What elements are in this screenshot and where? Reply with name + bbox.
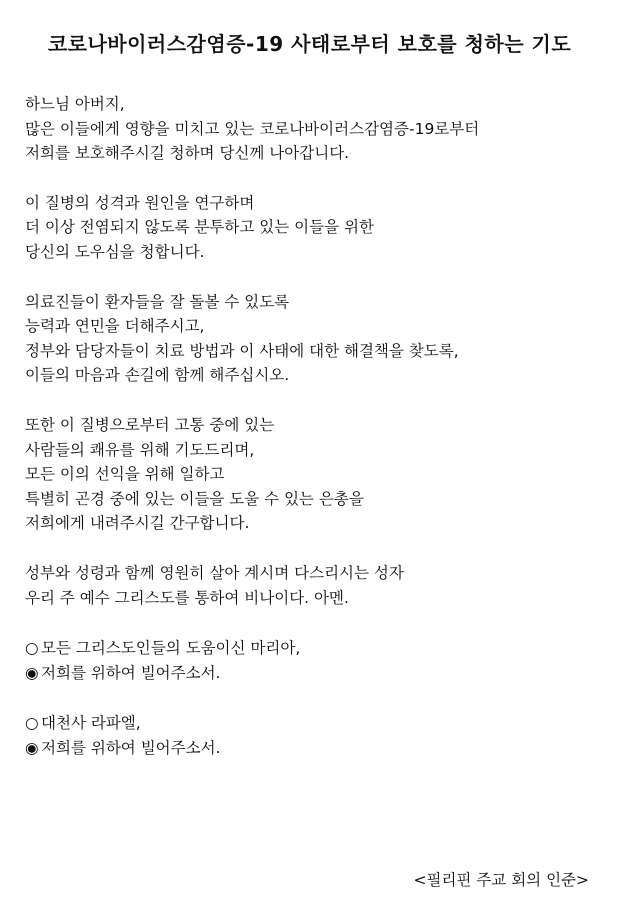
prayer-line: 이 질병의 성격과 원인을 연구하며 (25, 193, 255, 212)
litany-call (25, 636, 605, 661)
prayer-paragraph (25, 92, 605, 166)
prayer-line: 능력과 연민을 더해주시고, (25, 317, 205, 336)
prayer-line: 성부와 성령과 함께 영원히 살아 계시며 다스리시는 성자 (25, 563, 404, 582)
filled-circle-icon: ◉ (25, 738, 39, 757)
litany-response (25, 736, 605, 761)
prayer-line: 더 이상 전염되지 않도록 분투하고 있는 이들을 위한 (25, 218, 374, 237)
prayer-line: 이들의 마음과 손길에 함께 해주십시오. (25, 366, 290, 385)
prayer-paragraph (25, 413, 605, 536)
litany-call-text: 대천사 라파엘, (41, 714, 141, 733)
prayer-line: 저희에게 내려주시길 간구합니다. (25, 514, 250, 533)
prayer-paragraph (25, 290, 605, 388)
prayer-body (25, 92, 605, 760)
litany-block (25, 711, 605, 760)
prayer-paragraph (25, 561, 605, 610)
litany-response-text: 저희를 위하여 빌어주소서. (41, 663, 221, 682)
prayer-line: 모든 이의 선익을 위해 일하고 (25, 465, 225, 484)
approval-signature: <필리핀 주교 회의 인준> (413, 871, 589, 889)
prayer-line: 특별히 곤경 중에 있는 이들을 도울 수 있는 은총을 (25, 489, 364, 508)
prayer-paragraph (25, 191, 605, 265)
litany-block (25, 636, 605, 685)
litany-call-text: 모든 그리스도인들의 도움이신 마리아, (41, 639, 301, 658)
litany-response (25, 661, 605, 686)
litany-response-text: 저희를 위하여 빌어주소서. (41, 738, 221, 757)
open-circle-icon: ○ (25, 639, 39, 658)
prayer-line: 당신의 도우심을 청합니다. (25, 242, 205, 261)
prayer-line: 정부와 담당자들이 치료 방법과 이 사태에 대한 해결책을 찾도록, (25, 341, 459, 360)
prayer-line: 많은 이들에게 영향을 미치고 있는 코로나바이러스감염증-19로부터 (25, 119, 480, 138)
prayer-line: 저희를 보호해주시길 청하며 당신께 나아갑니다. (25, 144, 350, 163)
filled-circle-icon: ◉ (25, 663, 39, 682)
prayer-line: 의료진들이 환자들을 잘 돌볼 수 있도록 (25, 292, 290, 311)
prayer-line: 우리 주 예수 그리스도를 통하여 비나이다. 아멘. (25, 588, 349, 607)
prayer-line: 하느님 아버지, (25, 95, 125, 113)
prayer-title: 코로나바이러스감염증-19 사태로부터 보호를 청하는 기도 (47, 32, 572, 56)
prayer-line: 또한 이 질병으로부터 고통 중에 있는 (25, 415, 275, 434)
litany-call (25, 711, 605, 736)
prayer-line: 사람들의 쾌유를 위해 기도드리며, (25, 440, 255, 459)
open-circle-icon: ○ (25, 714, 39, 733)
